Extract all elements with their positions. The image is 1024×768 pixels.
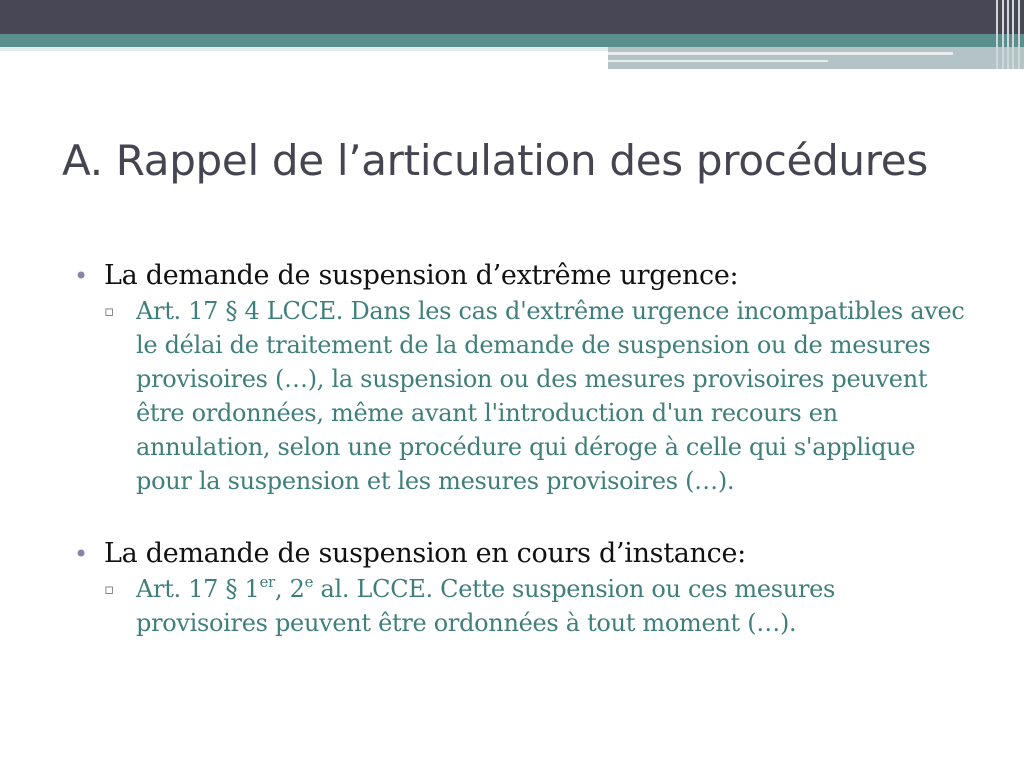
- bullet-square-icon: ▫: [104, 580, 114, 598]
- bullet-square-icon: ▫: [104, 302, 114, 320]
- bullet-text: al. LCCE. Cette suspension ou ces mesures provisoires peuvent être ordonnées à tout moment (…).: [136, 575, 836, 637]
- slide-body: [74, 258, 974, 640]
- bullet-dot-icon: •: [74, 262, 88, 290]
- superscript: er: [259, 573, 275, 591]
- bullet-dot-icon: •: [74, 540, 88, 568]
- superscript: e: [304, 573, 314, 591]
- slide-title: A. Rappel de l’articulation des procédures: [62, 136, 928, 185]
- header-band-light: [608, 47, 1024, 69]
- bullet-level2: [104, 294, 974, 498]
- bullet-text-prefix: Art. 17 § 4 LCCE.: [136, 297, 344, 325]
- article-ref-mid: , 2: [274, 575, 305, 603]
- header-line: [608, 60, 828, 62]
- bullet-level2: [104, 572, 974, 640]
- bullet-text: Dans les cas d'extrême urgence incompatibles avec le délai de traitement de la demande de suspension ou de mesures provisoires (…), la suspension ou des mesures provisoires peuvent être ordonnées, même avant l'introduction d'un recours en annulation, selon une procédure qui déroge à celle qui s'applique pour la suspension et les mesures provisoires (…).: [136, 297, 965, 495]
- header-stripes: [992, 0, 1024, 69]
- article-ref: Art. 17 § 1: [136, 575, 260, 603]
- header-band-dark: [0, 0, 1024, 34]
- header-band-pale: [0, 47, 608, 51]
- header-band-teal: [0, 34, 1024, 47]
- bullet-text: La demande de suspension en cours d’instance:: [104, 538, 746, 569]
- header-line: [608, 52, 953, 55]
- bullet-level1: [74, 536, 974, 572]
- bullet-level1: [74, 258, 974, 294]
- bullet-text: La demande de suspension d’extrême urgence:: [104, 260, 739, 291]
